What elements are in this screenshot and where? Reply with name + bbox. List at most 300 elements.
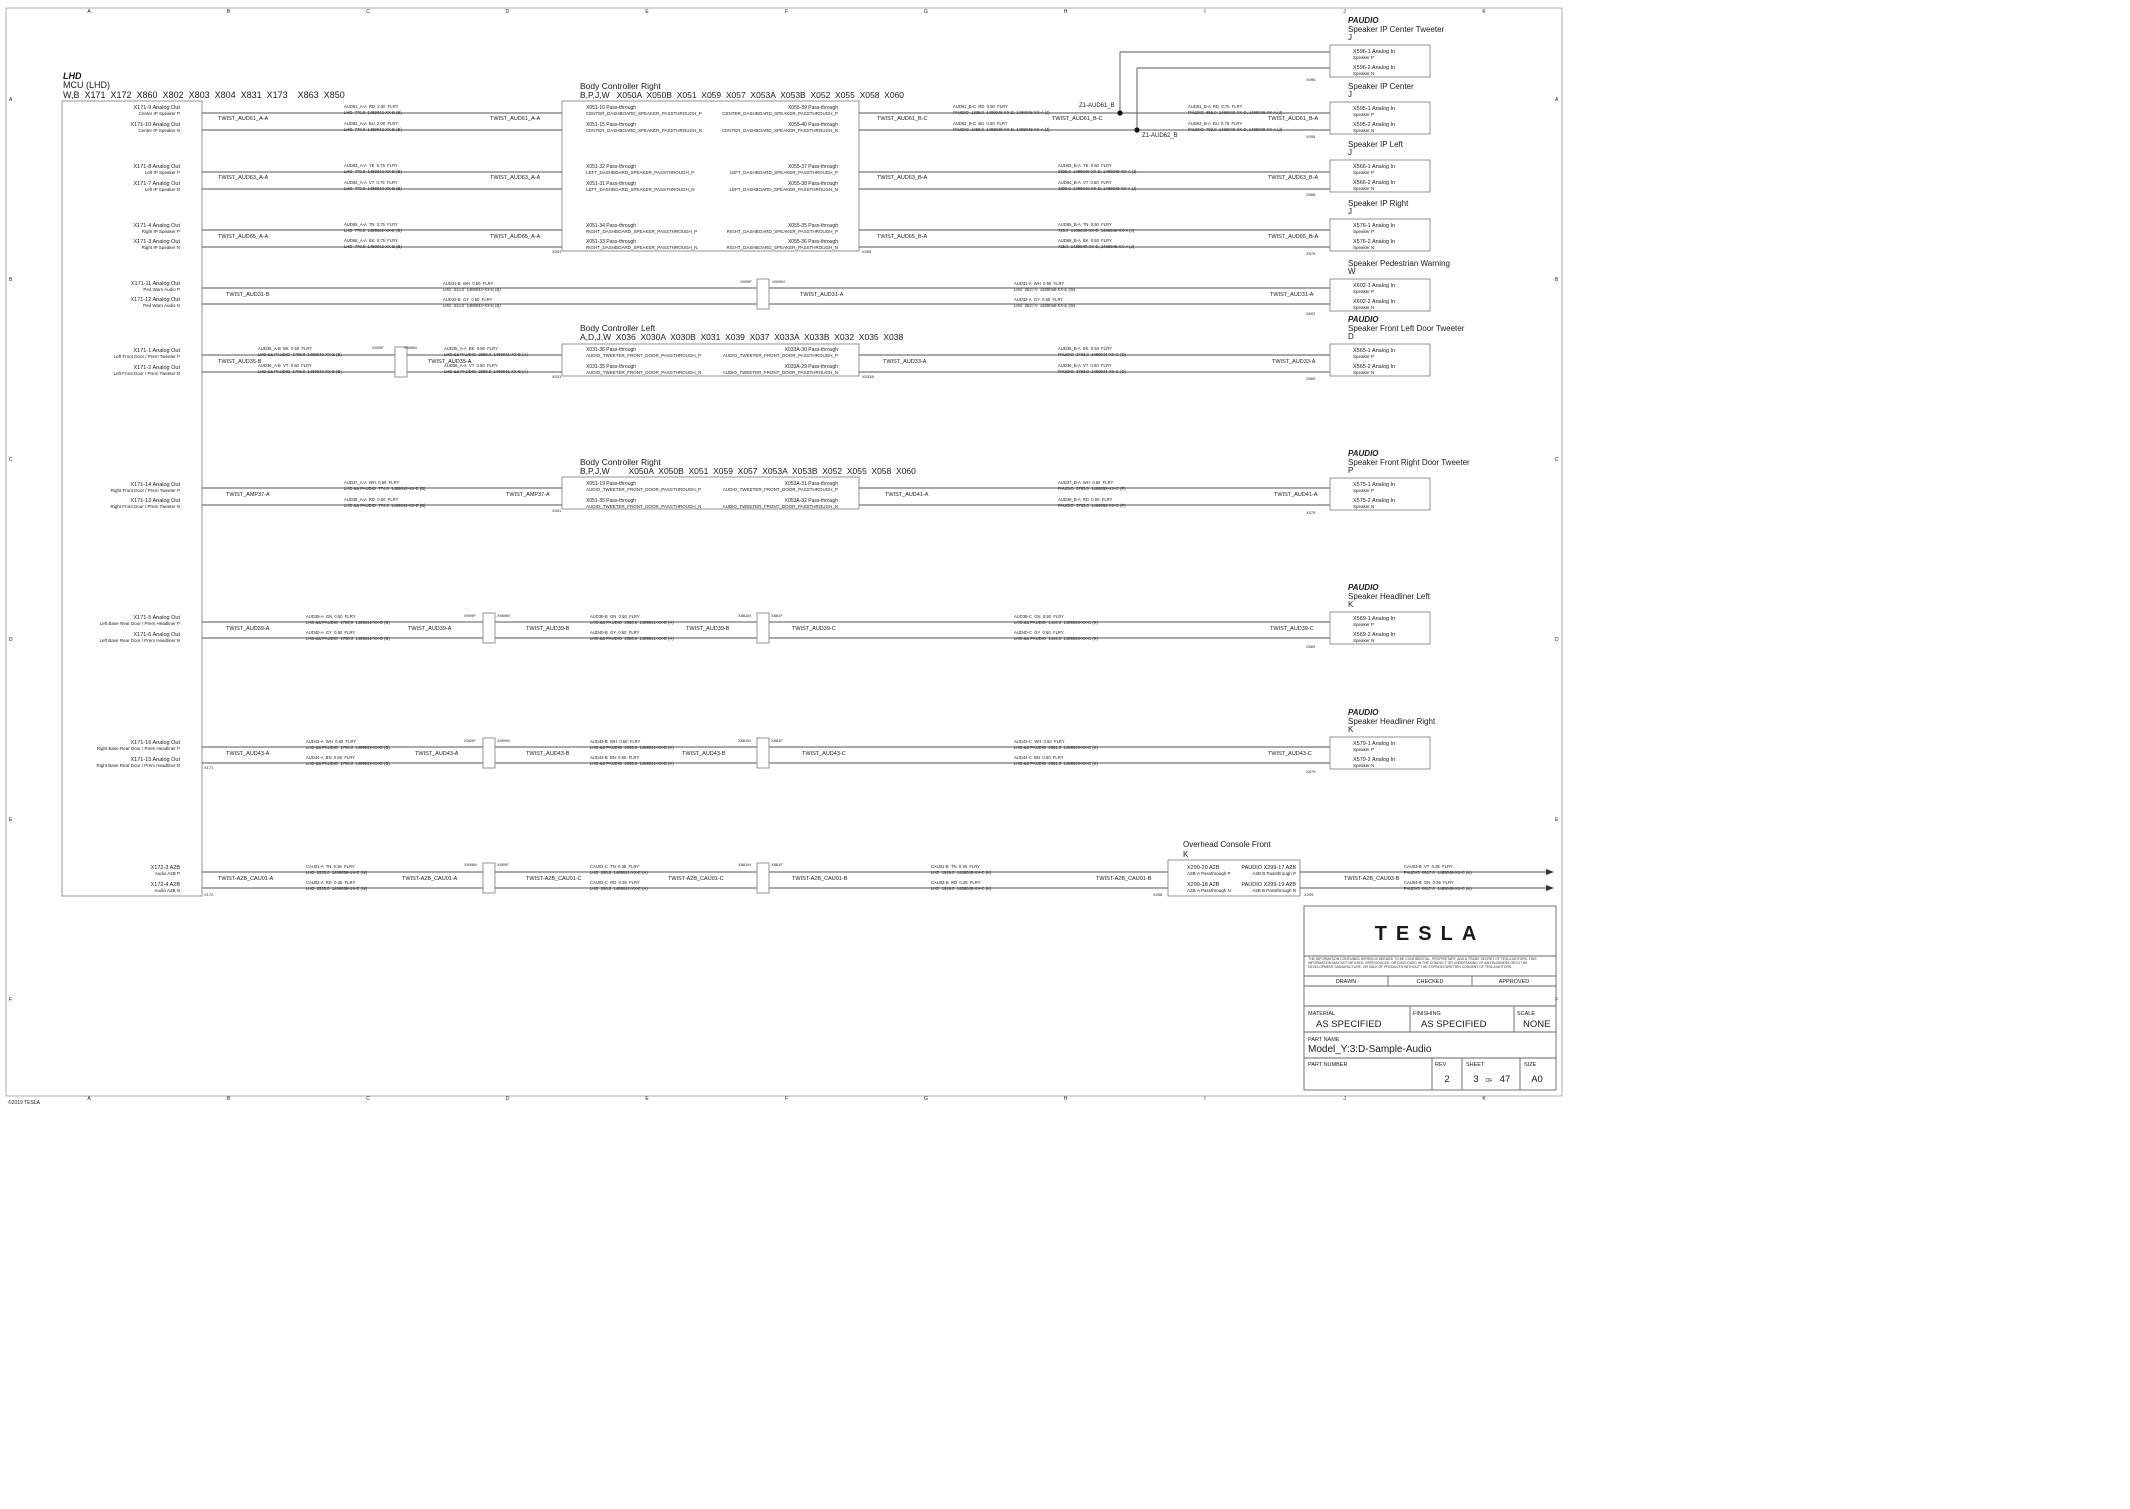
grid-column-label: G [924, 9, 928, 15]
splice-label: Z1-AUD62_B [1142, 133, 1178, 139]
pin-label: X171-11 Analog Out [130, 281, 180, 287]
wire-spec: AUD32-A GY 0.50 FLRY [1014, 297, 1064, 302]
sheet-label: SHEET [1466, 1062, 1485, 1068]
speaker-pin-label: X602-2 Analog In [1353, 299, 1396, 305]
wire-spec: AUD65_B-A TN 0.50 FLRY [1058, 222, 1112, 227]
grid-column-label: B [226, 1096, 231, 1102]
speaker-option: PAUDIO [1348, 16, 1379, 25]
connector-ref: X051 [552, 249, 562, 254]
wire-spec: AUD65_A-A TN 0.75 FLRY [344, 222, 398, 227]
wire-spec: AUD36_B-A VT 0.50 FLRY [1058, 363, 1112, 368]
inline-connector [483, 613, 495, 643]
scale-value: NONE [1523, 1019, 1551, 1030]
mcu-connectors: W,B X171 X172 X860 X802 X803 X804 X831 X173 X863 X850 [63, 90, 345, 100]
footer-copyright: ©2019 TESLA [8, 1100, 40, 1105]
speaker-pin-sub: Speaker P [1353, 229, 1375, 234]
inline-connector [395, 347, 407, 377]
speaker-pin-label: X569-1 Analog In [1353, 616, 1396, 622]
grid-column-label: G [924, 1096, 928, 1102]
wire-spec: 725.0 1489040-XX-D, 1489048-XX-A (J) [1058, 244, 1135, 249]
passthrough-label: X053A-32 Pass-through [784, 498, 838, 504]
passthrough-sub: CENTER_DASHBOARD_SPEAKER_PASSTHROUGH_P [722, 111, 838, 116]
grid-column-label: H [1063, 1096, 1068, 1102]
grid-column-label: E [645, 1096, 649, 1102]
wire-spec: LHD 770.0 1489042-XX-E (B) [344, 228, 402, 233]
connector-ref: X051 [552, 508, 562, 513]
wire-spec: CAU02-C RD 0.35 FLRY [590, 880, 640, 885]
inline-connector [757, 738, 769, 768]
pin-label: X171-2 Analog Out [133, 365, 180, 371]
twist-label: TWIST_AUD31-A [800, 292, 844, 298]
passthrough-label: X055-35 Pass-through [787, 223, 838, 229]
passthrough-sub: CENTER_DASHBOARD_SPEAKER_PASSTHROUGH_P [586, 111, 702, 116]
speaker-location: P [1348, 466, 1354, 475]
grid-column-label: H [1063, 9, 1068, 15]
inline-connector [483, 738, 495, 768]
speaker-name: Speaker IP Left [1348, 140, 1403, 149]
speaker-block [1306, 583, 1431, 649]
pin-label: X171-1 Analog Out [133, 348, 180, 354]
pin-label: X171-16 Analog Out [130, 740, 180, 746]
speaker-name: Speaker Front Right Door Tweeter [1348, 458, 1470, 467]
speaker-pin-sub: Speaker N [1353, 638, 1375, 643]
passthrough-label: X033A-30 Pass-through [784, 347, 838, 353]
wire-spec: CAU01-B TN 0.35 FLRY [931, 864, 980, 869]
speaker-pin-label: X595-1 Analog In [1353, 106, 1396, 112]
pin-label: X172-4 A2B [150, 882, 180, 888]
circuit-ped-warn [130, 279, 1330, 309]
twist-label: TWIST-A2B_CAU01-A [218, 876, 274, 882]
wire-spec: AUD43-B WH 0.50 FLRY [590, 739, 641, 744]
passthrough-sub: AUDIO_TWEETER_FRONT_DOOR_PASSTHROUGH_N [586, 504, 702, 509]
passthrough-label: X053A-31 Pass-through [784, 481, 838, 487]
wire-spec: AUD62_B-C BU 0.50 FLRY [953, 121, 1008, 126]
wire-spec: LHD 770.0 1489042-XX-E (B) [344, 127, 402, 132]
speaker-pin-label: X565-2 Analog In [1353, 364, 1396, 370]
passthrough-label: X055-39 Pass-through [787, 105, 838, 111]
pin-sub: Left Front Door / Prem Tweeter N [113, 371, 180, 376]
passthrough-label: X033A-29 Pass-through [784, 364, 838, 370]
twist-label: TWIST_AUD43-A [226, 751, 270, 757]
pin-sub: Right IP Speaker P [141, 229, 180, 234]
pin-sub: Ped Warn Audio N [143, 303, 180, 308]
speaker-pin-sub: Speaker N [1353, 370, 1375, 375]
wire-spec: LHD && PAUDIO 774.0 1489042-XX-E (B) [344, 486, 426, 491]
wire-spec: LHD && PAUDIO 1444.0 1489045-XX-C (K) [1014, 620, 1098, 625]
connector-ref: X096 [1306, 77, 1316, 82]
grid-row-label: D [1555, 637, 1559, 643]
connector-ref: X298 [1153, 892, 1163, 897]
twist-label: TWIST_AUD31-A [1270, 292, 1314, 298]
passthrough-sub: AUDIO_TWEETER_FRONT_DOOR_PASSTHROUGH_P [586, 487, 702, 492]
speaker-pin-label: X596-2 Analog In [1353, 65, 1396, 71]
speaker-location: J [1348, 33, 1352, 42]
speaker-location: K [1348, 725, 1354, 734]
speaker-pin-sub: Speaker P [1353, 747, 1375, 752]
wire-spec: LHD && PAUDIO 2566.0 1489041-XX-E (A) [590, 620, 674, 625]
speaker-pin-label: X565-1 Analog In [1353, 348, 1396, 354]
pin-sub: A2B B Passthrough N [1252, 888, 1296, 893]
wire-spec: 725.0 1489040-XX-D, 1489048-XX-A (J) [1058, 228, 1135, 233]
speaker-pin-label: X566-1 Analog In [1353, 164, 1396, 170]
wire-spec: AUD64_A-A VT 0.75 FLRY [344, 180, 398, 185]
connector-ref: X575 [1306, 510, 1316, 515]
wire-spec: AUD32-B GY 0.50 FLRY [443, 297, 493, 302]
wire-spec: LHD && PAUDIO 2566.0 1489041-XX-E (A) [590, 745, 674, 750]
wire-spec: AUD61_A-A RD 2.00 FLRY [344, 104, 399, 109]
wire-spec: CAU01-C TN 0.35 FLRY [590, 864, 640, 869]
connector-ref: X565 [1306, 376, 1316, 381]
grid-row-label: C [1555, 457, 1559, 463]
mcu-variant: LHD [63, 71, 82, 81]
speaker-pin-sub: Speaker N [1353, 71, 1375, 76]
speaker-pin-label: X569-2 Analog In [1353, 632, 1396, 638]
connector-id: X909F [464, 613, 476, 618]
overhead-loc: K [1183, 850, 1189, 859]
grid-row-label: F [9, 997, 13, 1003]
speaker-pin-label: X595-2 Analog In [1353, 122, 1396, 128]
wire-spec: AUD36_A-A VT 0.50 FLRY [444, 363, 498, 368]
pin-sub: Right Front Door / Prem Tweeter P [110, 488, 180, 493]
wire-spec: LHD 770.0 1489042-XX-E (B) [344, 244, 402, 249]
wire-spec: AUD35_B-A BK 0.50 FLRY [1058, 346, 1112, 351]
connector-id: X909F [464, 738, 476, 743]
wire-spec: AUD40-A GY 0.50 FLRY [306, 630, 356, 635]
twist-label: TWIST_AUD63_B-A [1268, 175, 1319, 181]
speaker-pin-sub: Speaker P [1353, 354, 1375, 359]
wire-spec: AUD66_A-A BK 0.75 FLRY [344, 238, 398, 243]
wire-spec: LHD 2827.0 1489058-XX-E (W) [1014, 287, 1076, 292]
pin-label: X171-9 Analog Out [133, 105, 180, 111]
twist-label: TWIST-A2B_CAU01-C [668, 876, 724, 882]
twist-label: TWIST_AUD35-B [218, 359, 262, 365]
wire-spec: LHD && PAUDIO 1708.0 1489042-XX-E (B) [258, 369, 342, 374]
wire-spec: LHD && PAUDIO 2561.0 1489045-XX-C (K) [1014, 745, 1098, 750]
wire-spec: LHD 2535.0 1489058-XX-E (W) [306, 886, 368, 891]
twist-label: TWIST-A2B_CAU03-B [1344, 876, 1400, 882]
twist-label: TWIST_AUD61_A-A [490, 116, 541, 122]
grid-column-label: F [784, 9, 789, 15]
wire-spec: LHD 770.0 1489042-XX-E (B) [344, 110, 402, 115]
speaker-block [1306, 315, 1465, 381]
connector-ref: X579 [1306, 769, 1316, 774]
grid-row-label: E [9, 817, 13, 823]
wire-spec: CAU04-B GN 0.35 FLRY [1404, 880, 1454, 885]
passthrough-sub: RIGHT_DASHBOARD_SPEAKER_PASSTHROUGH_P [726, 229, 838, 234]
wire-spec: PAUDIO 8917.0 1489049-XX-C (K) [1404, 870, 1472, 875]
twist-label: TWIST_AUD39-C [792, 626, 836, 632]
wire-spec: LHD 770.0 1489042-XX-E (B) [344, 169, 402, 174]
wire-spec: PAUDIO 1450.0 1489048-XX-D, 1489048-XX-A (J) [953, 127, 1050, 132]
speaker-pin-sub: Speaker N [1353, 186, 1375, 191]
pin-sub: Audio A2B P [154, 871, 180, 876]
connector-id: X881F [771, 613, 783, 618]
wire-spec: AUD39-A GN 0.50 FLRY [306, 614, 356, 619]
speaker-block [1306, 259, 1450, 316]
speaker-block [1306, 708, 1436, 774]
passthrough-label: X055-38 Pass-through [787, 181, 838, 187]
twist-label: TWIST_AUD43-A [415, 751, 459, 757]
part-number-label: PART NUMBER [1308, 1062, 1348, 1068]
speaker-pin-label: X576-2 Analog In [1353, 239, 1396, 245]
wire-spec: AUD36_A-B VT 0.50 FLRY [258, 363, 312, 368]
speaker-column [1306, 16, 1470, 774]
wire-spec: AUD35_A-A BK 0.50 FLRY [444, 346, 498, 351]
passthrough-sub: RIGHT_DASHBOARD_SPEAKER_PASSTHROUGH_N [586, 245, 698, 250]
passthrough-sub: AUDIO_TWEETER_FRONT_DOOR_PASSTHROUGH_N [722, 504, 838, 509]
pin-label: X171-3 Analog Out [133, 239, 180, 245]
wire-spec: LHD && PAUDIO 1708.0 1489042-XX-E (B) [306, 761, 390, 766]
controller-label: Body Controller Right [580, 81, 661, 91]
speaker-name: Speaker Headliner Right [1348, 717, 1436, 726]
passthrough-label: X051-31 Pass-through [586, 181, 637, 187]
wire-spec: AUD38_B-A RD 0.50 FLRY [1058, 497, 1113, 502]
controller-label: Body Controller Right [580, 457, 661, 467]
checked-label: CHECKED [1416, 979, 1444, 985]
wire-spec: AUD63_B-A YE 0.50 FLRY [1058, 163, 1112, 168]
wire-spec: AUD44-A BN 0.50 FLRY [306, 755, 356, 760]
pin-label: X171-10 Analog Out [130, 122, 180, 128]
wire-spec: 2309.0 1489040-XX-D, 1489048-XX-A (J) [1058, 186, 1137, 191]
pin-label: X171-14 Analog Out [130, 482, 180, 488]
wire-spec: AUD66_B-A BK 0.50 FLRY [1058, 238, 1112, 243]
tesla-logo: TESLA [1374, 923, 1486, 945]
wire-spec: LHD && PAUDIO 1444.0 1489045-XX-C (K) [1014, 636, 1098, 641]
speaker-pin-label: X566-2 Analog In [1353, 180, 1396, 186]
wire-spec: AUD35_A-B BK 0.50 FLRY [258, 346, 313, 351]
grid-column-label: F [784, 1096, 789, 1102]
twist-label: TWIST_AUD39-A [408, 626, 452, 632]
speaker-pin-sub: Speaker N [1353, 504, 1375, 509]
speaker-pin-label: X575-1 Analog In [1353, 482, 1396, 488]
wire-spec: PAUDIO 3763.0 1489044-XX-C (D) [1058, 352, 1126, 357]
speaker-location: J [1348, 90, 1352, 99]
pin-sub: Ped Warn Audio P [143, 287, 180, 292]
pin-sub: A2B B Passthrough P [1252, 871, 1296, 876]
speaker-pin-label: X575-2 Analog In [1353, 498, 1396, 504]
passthrough-label: X031-35 Pass-through [586, 364, 637, 370]
connector-id: X909F [372, 345, 384, 350]
twist-label: TWIST_AUD41-A [1274, 492, 1318, 498]
twist-label: TWIST_AUD63_A-A [490, 175, 541, 181]
wire-spec: AUD61_B-A RD 0.75 FLRY [1188, 104, 1243, 109]
sheet-value: 3 [1473, 1074, 1479, 1085]
wire-spec: AUD37_B-A WH 0.50 FLRY [1058, 480, 1114, 485]
grid-column-label: C [366, 9, 370, 15]
overhead-name: Overhead Console Front [1183, 840, 1271, 849]
connector-id: X881M [738, 738, 751, 743]
wire-spec: AUD31-B WH 0.50 FLRY [443, 281, 494, 286]
speaker-pin-sub: Speaker N [1353, 305, 1375, 310]
grid-column-label: D [505, 1096, 510, 1102]
twist-label: TWIST_AUD61_B-C [877, 116, 928, 122]
twist-label: TWIST_AUD35-A [428, 359, 472, 365]
wire-spec: PAUDIO 1335.0 1489048-XX-D, 1489048-XX-A (J) [953, 110, 1050, 115]
grid-row-label: B [9, 277, 13, 283]
pin-label: X171-6 Analog Out [133, 632, 180, 638]
wire-spec: LHD 1919.0 1489045-XX-C (K) [931, 886, 992, 891]
pin-label: X172-3 A2B [150, 865, 180, 871]
twist-label: TWIST_AUD43-C [1268, 751, 1312, 757]
wire-spec: AUD44-B BN 0.50 FLRY [590, 755, 640, 760]
connector-id: X909M [772, 279, 785, 284]
connector-ref: X602 [1306, 311, 1316, 316]
passthrough-sub: AUDIO_TWEETER_FRONT_DOOR_PASSTHROUGH_P [586, 353, 702, 358]
pin-sub: Right Base Rear Door / Prem Headliner P [96, 746, 180, 751]
speaker-pin-label: X579-2 Analog In [1353, 757, 1396, 763]
connector-ref: X171 [204, 765, 214, 770]
grid-row-label: A [1555, 97, 1559, 103]
speaker-pin-sub: Speaker N [1353, 245, 1375, 250]
pin-sub: Left IP Speaker N [144, 187, 180, 192]
rev-value: 2 [1444, 1074, 1450, 1085]
twist-label: TWIST_AUD63_A-A [218, 175, 269, 181]
material-value: AS SPECIFIED [1316, 1019, 1382, 1030]
passthrough-sub: RIGHT_DASHBOARD_SPEAKER_PASSTHROUGH_P [586, 229, 698, 234]
connector-id: X881M [738, 862, 751, 867]
connector-id: X909F [740, 279, 752, 284]
passthrough-sub: LEFT_DASHBOARD_SPEAKER_PASSTHROUGH_N [586, 187, 695, 192]
wire-spec: AUD44-C BN 0.50 FLRY [1014, 755, 1064, 760]
wire-spec: PAUDIO 8917.0 1489049-XX-C (K) [1404, 886, 1472, 891]
wire-spec: LHD 260.0 1489041-XX-E (A) [590, 870, 648, 875]
speaker-name: Speaker IP Center Tweeter [1348, 25, 1445, 34]
material-label: MATERIAL [1308, 1011, 1336, 1017]
passthrough-label: X055-36 Pass-through [787, 239, 838, 245]
twist-label: TWIST-A2B_CAU01-B [792, 876, 848, 882]
wire-spec: CAU03-B VT 0.35 FLRY [1404, 864, 1453, 869]
grid-column-label: K [1482, 1096, 1486, 1102]
twist-label: TWIST_AUD43-C [802, 751, 846, 757]
pin-sub: Left IP Speaker P [144, 170, 180, 175]
approved-label: APPROVED [1498, 979, 1530, 985]
speaker-name: Speaker Pedestrian Warning [1348, 259, 1450, 268]
wire-spec: PAUDIO 792.0 1489040-XX-D, 1489048-XX-A (J) [1188, 127, 1283, 132]
size-value: A0 [1531, 1074, 1543, 1085]
pin-label: X171-13 Analog Out [130, 498, 180, 504]
pin-sub: Audio A2B N [154, 888, 180, 893]
passthrough-sub: AUDIO_TWEETER_FRONT_DOOR_PASSTHROUGH_P [722, 487, 838, 492]
wire-spec: LHD 770.0 1489042-XX-E (B) [344, 186, 402, 191]
speaker-pin-label: X596-1 Analog In [1353, 49, 1396, 55]
connector-id: X909M [464, 862, 477, 867]
twist-label: TWIST_AUD31-B [226, 292, 270, 298]
wire-spec: PAUDIO 3763.0 1489044-XX-C (D) [1058, 369, 1126, 374]
mcu-block [62, 71, 345, 896]
speaker-location: W [1348, 267, 1356, 276]
splice-dot [1134, 127, 1139, 132]
sheet-total: 47 [1499, 1074, 1511, 1085]
pin-sub: Left Base Rear Door / Prem Headliner P [99, 621, 180, 626]
passthrough-label: X051-16 Pass-through [586, 105, 637, 111]
pin-label: X171-4 Analog Out [133, 223, 180, 229]
speaker-pin-sub: Speaker P [1353, 488, 1375, 493]
speaker-pin-sub: Speaker N [1353, 763, 1375, 768]
passthrough-sub: AUDIO_TWEETER_FRONT_DOOR_PASSTHROUGH_N [722, 370, 838, 375]
controller-connectors: A,D,J,W X036 X030A X030B X031 X039 X037 X033A X033B X032 X035 X038 [580, 332, 904, 342]
twist-label: TWIST_AUD33-A [883, 359, 927, 365]
twist-label: TWIST-A2B_CAU01-B [1096, 876, 1152, 882]
inline-connector [757, 863, 769, 893]
grid-column-label: B [226, 9, 231, 15]
pin-sub: A2B-A Passthrough N [1187, 888, 1231, 893]
speaker-pin-sub: Speaker P [1353, 55, 1375, 60]
wire-spec: LHD 2827.0 1489058-XX-E (W) [1014, 303, 1076, 308]
splice-dot [1117, 110, 1122, 115]
passthrough-label: X051-19 Pass-through [586, 481, 637, 487]
speaker-pin-label: X579-1 Analog In [1353, 741, 1396, 747]
speaker-option: PAUDIO [1348, 583, 1379, 592]
wire-spec: LHD 1919.0 1489045-XX-C (K) [931, 870, 992, 875]
wire-spec: AUD40-C GY 0.50 FLRY [1014, 630, 1064, 635]
passthrough-sub: AUDIO_TWEETER_FRONT_DOOR_PASSTHROUGH_P [722, 353, 838, 358]
speaker-block [1306, 140, 1430, 197]
twist-label: TWIST_AUD61_B-A [1268, 116, 1319, 122]
wire-spec: CAU02-B RD 0.35 FLRY [931, 880, 981, 885]
speaker-pin-sub: Speaker P [1353, 622, 1375, 627]
passthrough-sub: LEFT_DASHBOARD_SPEAKER_PASSTHROUGH_P [586, 170, 695, 175]
speaker-pin-label: X602-1 Analog In [1353, 283, 1396, 289]
wire-spec: CAU02-A RD 0.35 FLRY [306, 880, 356, 885]
connector-ref: X569 [1306, 644, 1316, 649]
inline-connector [757, 613, 769, 643]
part-name-value: Model_Y:3:D-Sample-Audio [1308, 1044, 1432, 1055]
wire-spec: AUD63_A-A YE 0.75 FLRY [344, 163, 398, 168]
pin-label: PAUDIO X299-17 A2B [1241, 865, 1296, 871]
circuit-a2b [151, 840, 1554, 897]
connector-ref: X033A [862, 374, 875, 379]
inline-connector [757, 279, 769, 309]
wire-spec: LHD && PAUDIO 2566.0 1489041-XX-E (A) [590, 636, 674, 641]
connector-ref: X172 [204, 892, 214, 897]
pin-label: X299-20 A2B [1187, 865, 1220, 871]
arrow-right-icon [1546, 885, 1554, 891]
passthrough-label: X055-40 Pass-through [787, 122, 838, 128]
twist-label: TWIST_AUD39-C [1270, 626, 1314, 632]
twist-label: TWIST_AUD33-A [1272, 359, 1316, 365]
twist-label: TWIST_AUD61_A-A [218, 116, 269, 122]
connector-ref: X055 [862, 249, 872, 254]
circuit-right-headliner [96, 738, 1330, 770]
speaker-pin-label: X576-1 Analog In [1353, 223, 1396, 229]
speaker-option: PAUDIO [1348, 449, 1379, 458]
connector-id: X909M [497, 738, 510, 743]
pin-sub: Right IP Speaker N [141, 245, 180, 250]
wire-spec: LHD && PAUDIO 1708.0 1489042-XX-E (B) [306, 745, 390, 750]
wire-spec: PAUDIO 3763.0 1489052-XX-C (P) [1058, 503, 1126, 508]
wire-spec: LHD && PAUDIO 774.0 1489042-XX-E (B) [344, 503, 426, 508]
drawn-label: DRAWN [1335, 979, 1357, 985]
wire-spec: LHD && PAUDIO 1708.0 1489042-XX-E (B) [258, 352, 342, 357]
twist-label: TWIST_AUD61_B-C [1052, 116, 1103, 122]
connector-ref: X299 [1304, 892, 1314, 897]
speaker-name: Speaker Headliner Left [1348, 592, 1430, 601]
pin-label: X171-5 Analog Out [133, 615, 180, 621]
wire-spec: LHD 260.0 1489041-XX-E (A) [590, 886, 648, 891]
wire-spec: 2309.0 1489040-XX-D, 1489048-XX-A (J) [1058, 169, 1137, 174]
grid-column-label: D [505, 9, 510, 15]
wire-spec: AUD62_A-A BU 2.00 FLRY [344, 121, 399, 126]
size-label: SIZE [1524, 1062, 1537, 1068]
grid-column-label: A [87, 9, 91, 15]
pin-label: X171-12 Analog Out [130, 297, 180, 303]
wire-spec: AUD37_A-A WH 0.50 FLRY [344, 480, 400, 485]
grid-row-label: A [9, 97, 13, 103]
speaker-pin-sub: Speaker N [1353, 128, 1375, 133]
passthrough-sub: CENTER_DASHBOARD_SPEAKER_PASSTHROUGH_N [722, 128, 838, 133]
controller-label: Body Controller Left [580, 323, 656, 333]
pin-sub: Left Front Door / Prem Tweeter P [113, 354, 180, 359]
